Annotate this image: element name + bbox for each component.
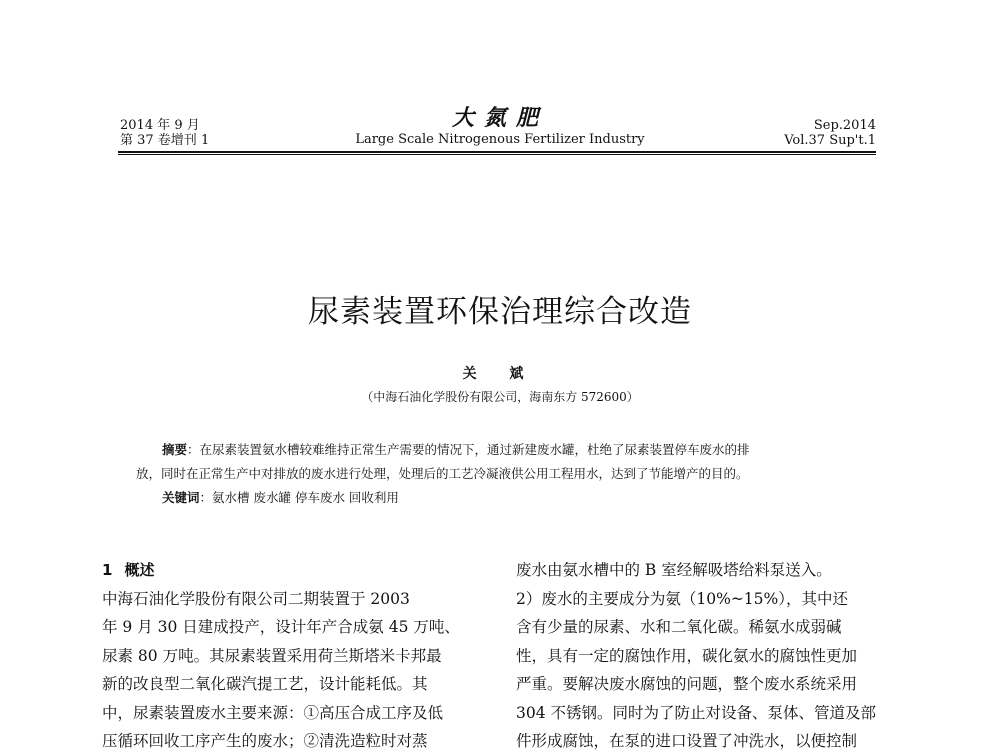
journal-masthead: [350, 106, 650, 148]
keywords-text: ：氨水槽 废水罐 停车废水 回收利用: [199, 490, 399, 505]
body-line: 中海石油化学股份有限公司二期装置于 2003: [102, 589, 410, 608]
body-line: 年 9 月 30 日建成投产，设计年产合成氨 45 万吨、: [102, 618, 460, 636]
journal-name-en: Large Scale Nitrogenous Fertilizer Industry: [355, 132, 645, 147]
section-title: 概述: [124, 561, 155, 579]
body-line: 压循环回收工序产生的废水；②清洗造粒时对蒸: [102, 732, 428, 750]
body-line: 件形成腐蚀，在泵的进口设置了冲洗水，以便控制: [516, 732, 858, 750]
section-heading: [102, 556, 480, 585]
body-line: 新的改良型二氧化碳汽提工艺，设计能耗低。其: [102, 675, 428, 693]
body-line: 304 不锈钢。同时为了防止对设备、泵体、管道及部: [516, 703, 877, 722]
header-issue-cn: 第 37 卷增刊 1: [120, 133, 210, 148]
body-line: 性，具有一定的腐蚀作用，碳化氨水的腐蚀性更加: [516, 646, 858, 665]
body-line: 中，尿素装置废水主要来源：①高压合成工序及低: [102, 703, 444, 722]
abstract-line-1: [136, 438, 864, 462]
section-number: 1: [102, 561, 113, 579]
header-date-en: Sep.2014: [813, 118, 876, 133]
body-line: 2）废水的主要成分为氨（10%~15%），其中还: [516, 589, 849, 608]
header-issue-en: Vol.37 Sup't.1: [784, 133, 876, 148]
abstract-line-2: 放，同时在正常生产中对排放的废水进行处理，处理后的工艺冷凝液供公用工程用水，达到了节能增产的目的。: [136, 466, 749, 481]
header-right: [784, 118, 876, 148]
header-left: [120, 118, 209, 148]
keywords-label: 关键词: [162, 490, 200, 505]
abstract-label: 摘要: [162, 442, 188, 457]
header-rule: [118, 151, 876, 155]
body-line: 严重。要解决废水腐蚀的问题，整个废水系统采用: [516, 675, 858, 693]
body-line: 尿素 80 万吨。其尿素装置采用荷兰斯塔米卡邦最: [102, 646, 442, 665]
keywords-line: [136, 486, 864, 510]
right-column: [516, 556, 894, 756]
header-date-cn: 2014 年 9 月: [120, 118, 200, 133]
abstract-text-1: ：在尿素装置氨水槽较难维持正常生产需要的情况下，通过新建废水罐，杜绝了尿素装置停车废水的排: [187, 442, 750, 457]
body-line: 废水由氨水槽中的 B 室经解吸塔给料泵送入。: [516, 561, 832, 579]
author-affiliation: （中海石油化学股份有限公司，海南东方 572600）: [361, 390, 639, 404]
abstract-block: [136, 438, 864, 510]
journal-logo-cn: 大氮肥: [451, 105, 548, 131]
left-column: [102, 556, 480, 756]
paper-title: 尿素装置环保治理综合改造: [308, 294, 692, 330]
paper-author: 关 斌: [462, 366, 538, 382]
body-line: 含有少量的尿素、水和二氧化碳。稀氨水成弱碱: [516, 618, 842, 636]
